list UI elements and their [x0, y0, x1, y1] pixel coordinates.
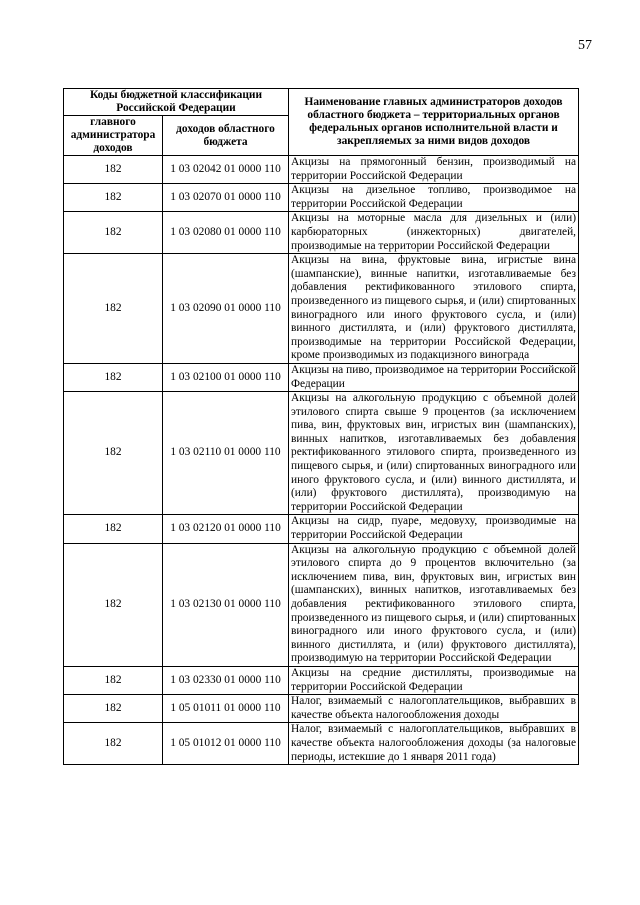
- income-name-cell: Акцизы на прямогонный бензин, производимый на территории Российской Федерации: [289, 156, 579, 184]
- admin-code-cell: 182: [64, 695, 163, 723]
- admin-code-cell: 182: [64, 392, 163, 515]
- admin-code-cell: 182: [64, 543, 163, 666]
- income-name-cell: Акцизы на сидр, пуаре, медовуху, производимые на территории Российской Федерации: [289, 515, 579, 543]
- income-code-cell: 1 03 02090 01 0000 110: [163, 254, 289, 364]
- income-name-cell: Налог, взимаемый с налогоплательщиков, выбравших в качестве объекта налогообложения доходы: [289, 695, 579, 723]
- table-row: [64, 392, 579, 515]
- income-name-cell: Акцизы на средние дистилляты, производимые на территории Российской Федерации: [289, 666, 579, 694]
- income-code-cell: 1 03 02080 01 0000 110: [163, 212, 289, 254]
- header-main-administrator: главного администратора доходов: [64, 116, 163, 156]
- table-row: [64, 666, 579, 694]
- income-code-cell: 1 03 02330 01 0000 110: [163, 666, 289, 694]
- admin-code-cell: 182: [64, 184, 163, 212]
- table-row: [64, 184, 579, 212]
- income-code-cell: 1 03 02120 01 0000 110: [163, 515, 289, 543]
- table-row: [64, 254, 579, 364]
- income-code-cell: 1 05 01011 01 0000 110: [163, 695, 289, 723]
- income-name-cell: Акцизы на алкогольную продукцию с объемной долей этилового спирта свыше 9 процентов (за исключением пива, вин, фруктовых вин, игристых вин (шампанских), винных напитков, изготавливаемых без добавления ректификованного этилового спирта, произведенного из пищевого сырья, и (или) спиртованных виноградного или иного фруктового сусла, и (или) винного дистиллята, и (или) фруктового дистиллята), производимую на территории Российской Федерации: [289, 392, 579, 515]
- income-code-cell: 1 03 02100 01 0000 110: [163, 363, 289, 391]
- admin-code-cell: 182: [64, 156, 163, 184]
- admin-code-cell: 182: [64, 723, 163, 765]
- income-code-cell: 1 05 01012 01 0000 110: [163, 723, 289, 765]
- admin-code-cell: 182: [64, 515, 163, 543]
- income-name-cell: Акцизы на дизельное топливо, производимое на территории Российской Федерации: [289, 184, 579, 212]
- income-name-cell: Налог, взимаемый с налогоплательщиков, выбравших в качестве объекта налогообложения доходы (за налоговые периоды, истекшие до 1 января 2011 года): [289, 723, 579, 765]
- table-row: [64, 723, 579, 765]
- income-code-cell: 1 03 02110 01 0000 110: [163, 392, 289, 515]
- income-code-cell: 1 03 02070 01 0000 110: [163, 184, 289, 212]
- income-name-cell: Акцизы на моторные масла для дизельных и (или) карбюраторных (инжекторных) двигателей, производимые на территории Российской Федерации: [289, 212, 579, 254]
- header-administrator-name: Наименование главных администраторов доходов областного бюджета – территориальных органов федеральных органов исполнительной власти и закрепляемых за ними видов доходов: [289, 89, 579, 156]
- header-regional-income: доходов областного бюджета: [163, 116, 289, 156]
- header-budget-codes: Коды бюджетной классификации Российской Федерации: [64, 89, 289, 116]
- income-name-cell: Акцизы на вина, фруктовые вина, игристые вина (шампанские), винные напитки, изготавливаемые без добавления ректификованного этилового спирта, произведенного из пищевого сырья, и (или) спиртованных виноградного или иного фруктового сусла, и (или) винного дистиллята, и (или) фруктового дистиллята, производимые на территории Российской Федерации, кроме производимых из подакцизного винограда: [289, 254, 579, 364]
- table-row: [64, 543, 579, 666]
- page-number: 57: [578, 38, 592, 53]
- income-code-cell: 1 03 02130 01 0000 110: [163, 543, 289, 666]
- admin-code-cell: 182: [64, 666, 163, 694]
- admin-code-cell: 182: [64, 212, 163, 254]
- table-row: [64, 156, 579, 184]
- budget-classification-table: [63, 88, 579, 765]
- income-name-cell: Акцизы на пиво, производимое на территории Российской Федерации: [289, 363, 579, 391]
- table-row: [64, 695, 579, 723]
- table-row: [64, 212, 579, 254]
- admin-code-cell: 182: [64, 254, 163, 364]
- admin-code-cell: 182: [64, 363, 163, 391]
- table-row: [64, 363, 579, 391]
- income-code-cell: 1 03 02042 01 0000 110: [163, 156, 289, 184]
- income-name-cell: Акцизы на алкогольную продукцию с объемной долей этилового спирта до 9 процентов включительно (за исключением пива, вин, фруктовых вин, игристых вин (шампанских), винных напитков, изготавливаемых без добавления ректификованного этилового спирта, произведенного из пищевого сырья, и (или) спиртованных виноградного или иного фруктового сусла, и (или) винного дистиллята, и (или) фруктового дистиллята), производимую на территории Российской Федерации: [289, 543, 579, 666]
- table-row: [64, 515, 579, 543]
